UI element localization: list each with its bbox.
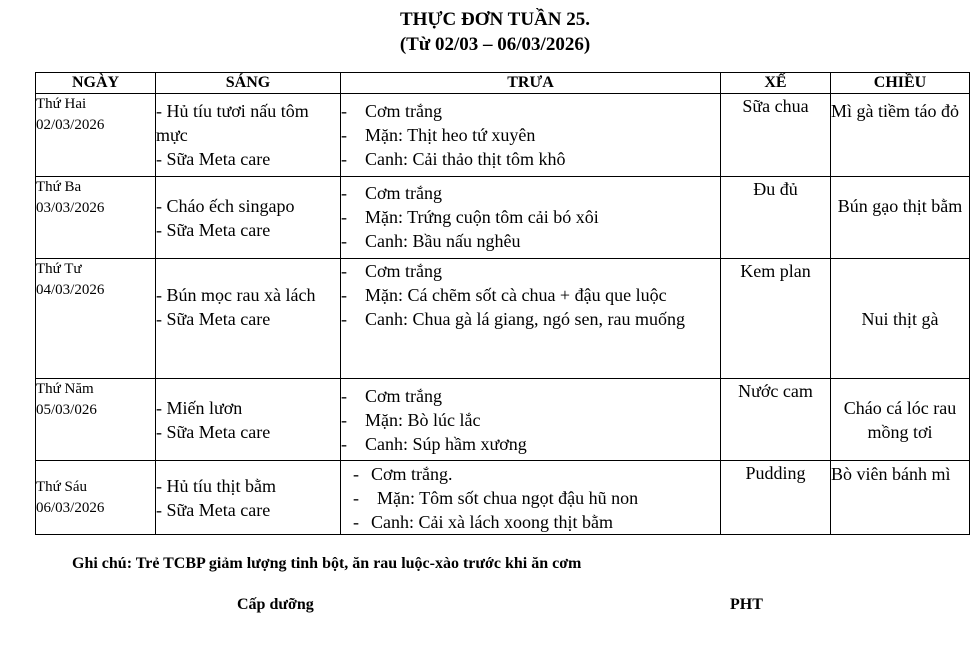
morning-cell xyxy=(156,259,341,379)
date: 05/03/026 xyxy=(36,402,97,418)
menu-title: THỰC ĐƠN TUẦN 25. xyxy=(399,9,590,30)
header-afternoon: CHIỀU xyxy=(831,73,970,94)
header-morning: SÁNG xyxy=(156,73,341,94)
table-row xyxy=(36,379,970,461)
date: 04/03/2026 xyxy=(36,282,105,298)
date: 02/03/2026 xyxy=(36,117,105,133)
lunch-cell xyxy=(341,259,721,379)
lunch-item: - Mặn: Cá chẽm sốt cà chua + đậu que luộc xyxy=(341,285,667,305)
morning-item: - Sữa Meta care xyxy=(156,422,271,442)
day-cell xyxy=(36,461,156,535)
weekly-menu-table xyxy=(35,72,970,535)
day-cell xyxy=(36,379,156,461)
table-row xyxy=(36,177,970,259)
table-header-row xyxy=(36,73,970,94)
snack-cell: Đu đủ xyxy=(721,177,831,259)
morning-item: - Miến lươn xyxy=(156,398,243,418)
table-row xyxy=(36,259,970,379)
header-snack: XẾ xyxy=(721,73,831,94)
header-lunch: TRƯA xyxy=(341,73,721,94)
morning-item: - Bún mọc rau xà lách xyxy=(156,285,316,305)
date: 03/03/2026 xyxy=(36,200,105,216)
table-row xyxy=(36,461,970,535)
weekday: Thứ Năm xyxy=(36,381,94,397)
snack-cell: Pudding xyxy=(721,461,831,535)
lunch-cell xyxy=(341,461,721,535)
table-row xyxy=(36,94,970,177)
signature-cook: Cấp dưỡng xyxy=(237,596,314,613)
morning-item: - Cháo ếch singapo xyxy=(156,196,295,216)
weekday: Thứ Hai xyxy=(36,96,87,112)
weekday: Thứ Tư xyxy=(36,261,82,277)
lunch-item: - Canh: Bầu nấu nghêu xyxy=(341,231,521,251)
snack-cell: Kem plan xyxy=(721,259,831,379)
note-text: Ghi chú: Trẻ TCBP giảm lượng tinh bột, ăn rau luộc-xào trước khi ăn cơm xyxy=(72,555,582,572)
lunch-item: - Mặn: Trứng cuộn tôm cải bó xôi xyxy=(341,207,599,227)
lunch-cell xyxy=(341,379,721,461)
lunch-cell xyxy=(341,94,721,177)
lunch-item: - Canh: Cải xà lách xoong thịt bằm xyxy=(353,512,613,532)
snack-cell: Nước cam xyxy=(721,379,831,461)
snack-cell: Sữa chua xyxy=(721,94,831,177)
morning-item: - Sữa Meta care xyxy=(156,149,271,169)
afternoon-cell: Bò viên bánh mì xyxy=(831,461,970,535)
header-day: NGÀY xyxy=(36,73,156,94)
lunch-item: - Cơm trắng. xyxy=(353,464,453,484)
signature-vice-principal: PHT xyxy=(730,596,763,613)
morning-item: - Sữa Meta care xyxy=(156,220,271,240)
menu-date-range: (Từ 02/03 – 06/03/2026) xyxy=(399,34,591,55)
weekday: Thứ Sáu xyxy=(36,478,88,495)
lunch-item: - Cơm trắng xyxy=(341,101,443,121)
morning-cell xyxy=(156,177,341,259)
afternoon-cell: Cháo cá lóc rau mồng tơi xyxy=(831,379,970,461)
lunch-item: - Cơm trắng xyxy=(341,183,443,203)
day-cell xyxy=(36,94,156,177)
lunch-cell xyxy=(341,177,721,259)
lunch-item: - Cơm trắng xyxy=(341,386,443,406)
morning-cell xyxy=(156,461,341,535)
date: 06/03/2026 xyxy=(36,499,105,516)
morning-cell xyxy=(156,94,341,177)
morning-item: - Hủ tíu thịt bằm xyxy=(156,475,276,496)
afternoon-cell: Mì gà tiềm táo đỏ xyxy=(831,94,970,177)
day-cell xyxy=(36,259,156,379)
day-cell xyxy=(36,177,156,259)
lunch-item: - Canh: Cải thảo thịt tôm khô xyxy=(341,149,566,169)
lunch-item: - Canh: Chua gà lá giang, ngó sen, rau muống xyxy=(341,309,685,329)
lunch-item: - Cơm trắng xyxy=(341,261,443,281)
lunch-item: - Mặn: Bò lúc lắc xyxy=(341,410,481,430)
afternoon-cell: Bún gạo thịt bằm xyxy=(831,177,970,259)
morning-item: - Sữa Meta care xyxy=(156,309,271,329)
weekday: Thứ Ba xyxy=(36,179,82,195)
morning-item: - Hủ tíu tươi nấu tôm mực xyxy=(156,101,309,145)
afternoon-cell: Nui thịt gà xyxy=(831,259,970,379)
lunch-item: - Canh: Súp hầm xương xyxy=(341,434,527,454)
morning-item: - Sữa Meta care xyxy=(156,499,271,520)
lunch-item: - Mặn: Tôm sốt chua ngọt đậu hũ non xyxy=(353,488,639,508)
lunch-item: - Mặn: Thịt heo tứ xuyên xyxy=(341,125,536,145)
morning-cell xyxy=(156,379,341,461)
